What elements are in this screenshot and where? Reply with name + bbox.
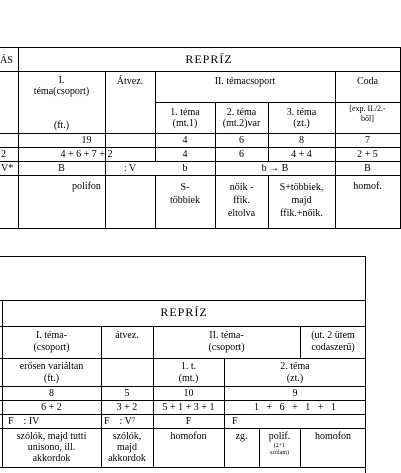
t1-hline [0, 228, 401, 229]
t2-theme1: I. téma- (csoport) [33, 330, 70, 353]
t1-header-left: ÁS [0, 55, 13, 66]
t2-tex-c2: szólók, majd akkordok [108, 431, 146, 464]
t1-len-c3: 6 [239, 135, 244, 146]
t1-hline [0, 161, 401, 162]
t2-hline [0, 414, 366, 415]
t2-theme2-group: II. téma- (csoport) [208, 330, 245, 353]
t1-key-c1b: : V [123, 163, 137, 174]
t1-struct-c4: 4 + 4 [291, 149, 312, 160]
t2-tex-c4a: zg. [235, 431, 248, 442]
t1-tex-c5: homof. [353, 181, 382, 192]
t2-hline [0, 358, 366, 359]
t1-struct-c3: 6 [239, 149, 244, 160]
t1-hline [155, 102, 401, 103]
t2-hline [0, 400, 366, 401]
t2-struct-c3: 5 + 1 + 3 + 1 [162, 402, 215, 413]
t2-hline [0, 428, 366, 429]
t1-hline [0, 71, 401, 72]
t2-len-c2: 5 [124, 388, 130, 399]
t2-transition: átvez. [115, 330, 139, 341]
t2-key-c2: F : V⁷ [104, 416, 136, 427]
t1-hline [0, 47, 401, 48]
t1-hline [0, 175, 401, 176]
t1-len-c4: 8 [299, 135, 304, 146]
t1-struct-c5: 2 + 5 [357, 149, 378, 160]
t1-struct-left: 2 [1, 149, 6, 160]
t2-tex-c3: homofon [170, 431, 207, 442]
t1-coda-ref: [exp. II./2.- ből] [349, 104, 386, 123]
t1-key-c3: b → B [261, 163, 289, 174]
t2-key-c3: F [185, 416, 192, 427]
t2-theme1-sub: erősen variáltan (ft.) [19, 361, 84, 384]
t2-hline [0, 467, 366, 468]
t2-struct-c1: 6 + 2 [41, 402, 62, 413]
t1-hline [0, 147, 401, 148]
t1-transition: Átvez. [116, 76, 144, 87]
t1-theme2a: 1. téma (mt.1) [170, 107, 200, 129]
t2-tex-c1: szólók, majd tutti unisono, ill. akkordok [16, 431, 87, 464]
t2-theme2a: 1. t. (mt.) [178, 361, 199, 384]
t2-tex-c4b-small: (2+1 szólam) [270, 443, 289, 456]
t1-hline [0, 133, 401, 134]
t2-len-c4: 9 [292, 388, 298, 399]
t1-key-c5: B [364, 163, 371, 174]
t1-len-c5: 7 [365, 135, 370, 146]
t1-tex-c2: S- többiek [170, 182, 200, 206]
t1-coda: Coda [356, 76, 379, 87]
t1-tex-c3: nőik - ffik. eltolva [227, 182, 256, 219]
t1-theme2b: 2. téma (mt.2)var [222, 107, 261, 129]
t2-hline [0, 256, 366, 257]
t1-key-left: V* [1, 163, 14, 174]
t1-title: REPRÍZ [185, 52, 233, 66]
t1-theme2c: 3. téma (zt.) [286, 107, 317, 129]
t2-hline [0, 300, 366, 301]
t2-coda: (ut. 2 ütem codaszerű) [311, 330, 355, 353]
t1-tex-c4: S+többiek, majd ffik.+nőik. [279, 182, 324, 219]
t2-struct-c4: 1 + 6 + 1 + 1 [254, 402, 336, 413]
t2-theme2b: 2. téma (zt.) [280, 361, 310, 384]
t1-theme1: I. téma(csoport) [33, 75, 90, 97]
t2-len-c1: 8 [49, 388, 54, 399]
t1-theme2-group: II. témacsoport [214, 76, 276, 87]
t2-hline [0, 326, 366, 327]
t1-len-c1: 19 [81, 135, 92, 146]
t1-struct-c2: 4 [182, 149, 188, 160]
t1-theme1-sub: (ft.) [53, 120, 70, 131]
t2-key-c1: F : IV [8, 416, 40, 427]
t1-key-c1: B [58, 163, 65, 174]
t1-struct-c1: 4 + 6 + 7 + 2 [60, 149, 113, 160]
t2-struct-c2: 3 + 2 [116, 402, 138, 413]
t2-key-c4: F [232, 416, 238, 427]
t2-tex-c4c: homofon [314, 431, 352, 442]
t2-title: REPRÍZ [160, 305, 208, 319]
t1-tex-c1: polifon [72, 181, 101, 192]
t1-key-c2: b [182, 163, 188, 174]
t2-len-c3: 10 [183, 388, 194, 399]
t1-len-c2: 4 [182, 135, 188, 146]
t2-hline [0, 386, 366, 387]
t2-tex-c4b: polif. [268, 431, 291, 442]
